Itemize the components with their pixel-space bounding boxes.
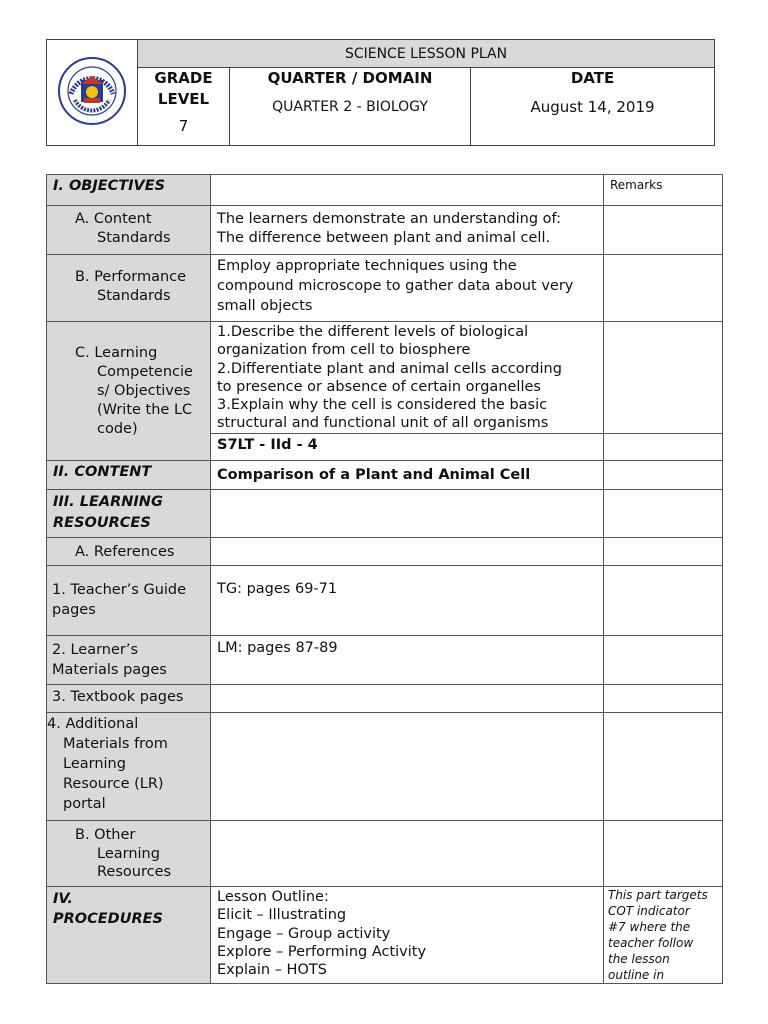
objectives-content <box>211 175 604 206</box>
table-row <box>47 636 723 685</box>
grade-level-label: GRADE LEVEL <box>154 69 213 108</box>
content-text: Comparison of a Plant and Animal Cell <box>211 461 604 490</box>
additional-materials-content <box>211 713 604 821</box>
grade-level-value: 7 <box>178 117 189 135</box>
additional-materials-remarks <box>604 713 723 821</box>
learners-materials-remarks <box>604 636 723 685</box>
performance-standards-label: B. Performance Standards <box>47 255 211 322</box>
lesson-plan-title: SCIENCE LESSON PLAN <box>138 40 715 68</box>
learning-resources-label: III. LEARNING RESOURCES <box>47 490 211 538</box>
table-row <box>47 685 723 713</box>
references-remarks <box>604 538 723 566</box>
other-resources-remarks <box>604 821 723 887</box>
textbook-pages-remarks <box>604 685 723 713</box>
table-row <box>47 175 723 206</box>
date-cell <box>471 68 715 146</box>
table-row <box>47 821 723 887</box>
learners-materials-label: 2. Learner’s Materials pages <box>47 636 211 685</box>
teachers-guide-remarks <box>604 566 723 636</box>
objectives-label: I. OBJECTIVES <box>47 175 211 206</box>
date-value: August 14, 2019 <box>530 98 655 116</box>
content-standards-label: A. Content Standards <box>47 206 211 255</box>
table-row <box>47 538 723 566</box>
textbook-pages-content <box>211 685 604 713</box>
lc-code-remarks <box>604 434 723 461</box>
deped-seal-icon <box>57 56 127 126</box>
competencies-label: C. Learning Competencie s/ Objectives (Write the LC code) <box>47 322 211 461</box>
table-row <box>47 490 723 538</box>
lesson-plan-table <box>46 174 723 984</box>
other-resources-label: B. Other Learning Resources <box>47 821 211 887</box>
learning-resources-content <box>211 490 604 538</box>
content-standards-text: The learners demonstrate an understanding of: The difference between plant and animal cell. <box>211 206 604 255</box>
additional-materials-label: 4. Additional Materials from Learning Resource (LR) portal <box>47 713 211 821</box>
other-resources-content <box>211 821 604 887</box>
table-row <box>47 887 723 984</box>
procedures-remarks: This part targets COT indicator #7 where the teacher follow the lesson outline in <box>604 887 723 984</box>
table-row <box>47 566 723 636</box>
teachers-guide-value: TG: pages 69-71 <box>211 566 604 636</box>
learners-materials-value: LM: pages 87-89 <box>211 636 604 685</box>
competencies-text: 1.Describe the different levels of biological organization from cell to biosphere 2.Differentiate plant and animal cells according to presence or absence of certain organelles 3.Explain why the cell is considered the basic structural and functional unit of all organisms <box>211 322 604 434</box>
content-remarks <box>604 461 723 490</box>
lc-code: S7LT - IId - 4 <box>211 434 604 461</box>
deped-seal-cell <box>47 40 138 146</box>
header-table <box>46 39 715 146</box>
quarter-domain-cell <box>230 68 471 146</box>
references-content <box>211 538 604 566</box>
table-row <box>47 713 723 821</box>
textbook-pages-label: 3. Textbook pages <box>47 685 211 713</box>
references-label: A. References <box>47 538 211 566</box>
learning-resources-remarks <box>604 490 723 538</box>
performance-standards-text: Employ appropriate techniques using the compound microscope to gather data about very small objects <box>211 255 604 322</box>
procedures-label: IV. PROCEDURES <box>47 887 211 984</box>
competencies-remarks <box>604 322 723 434</box>
table-row <box>47 461 723 490</box>
teachers-guide-label: 1. Teacher’s Guide pages <box>47 566 211 636</box>
content-label: II. CONTENT <box>47 461 211 490</box>
content-standards-remarks <box>604 206 723 255</box>
performance-standards-remarks <box>604 255 723 322</box>
grade-level-cell <box>138 68 230 146</box>
table-row <box>47 206 723 255</box>
remarks-header: Remarks <box>604 175 723 206</box>
quarter-domain-label: QUARTER / DOMAIN <box>267 69 433 87</box>
procedures-content: Lesson Outline: Elicit – Illustrating Engage – Group activity Explore – Performing Activity Explain – HOTS <box>211 887 604 984</box>
quarter-domain-value: QUARTER 2 - BIOLOGY <box>272 99 428 115</box>
table-row <box>47 322 723 434</box>
table-row <box>47 255 723 322</box>
date-label: DATE <box>570 69 615 87</box>
